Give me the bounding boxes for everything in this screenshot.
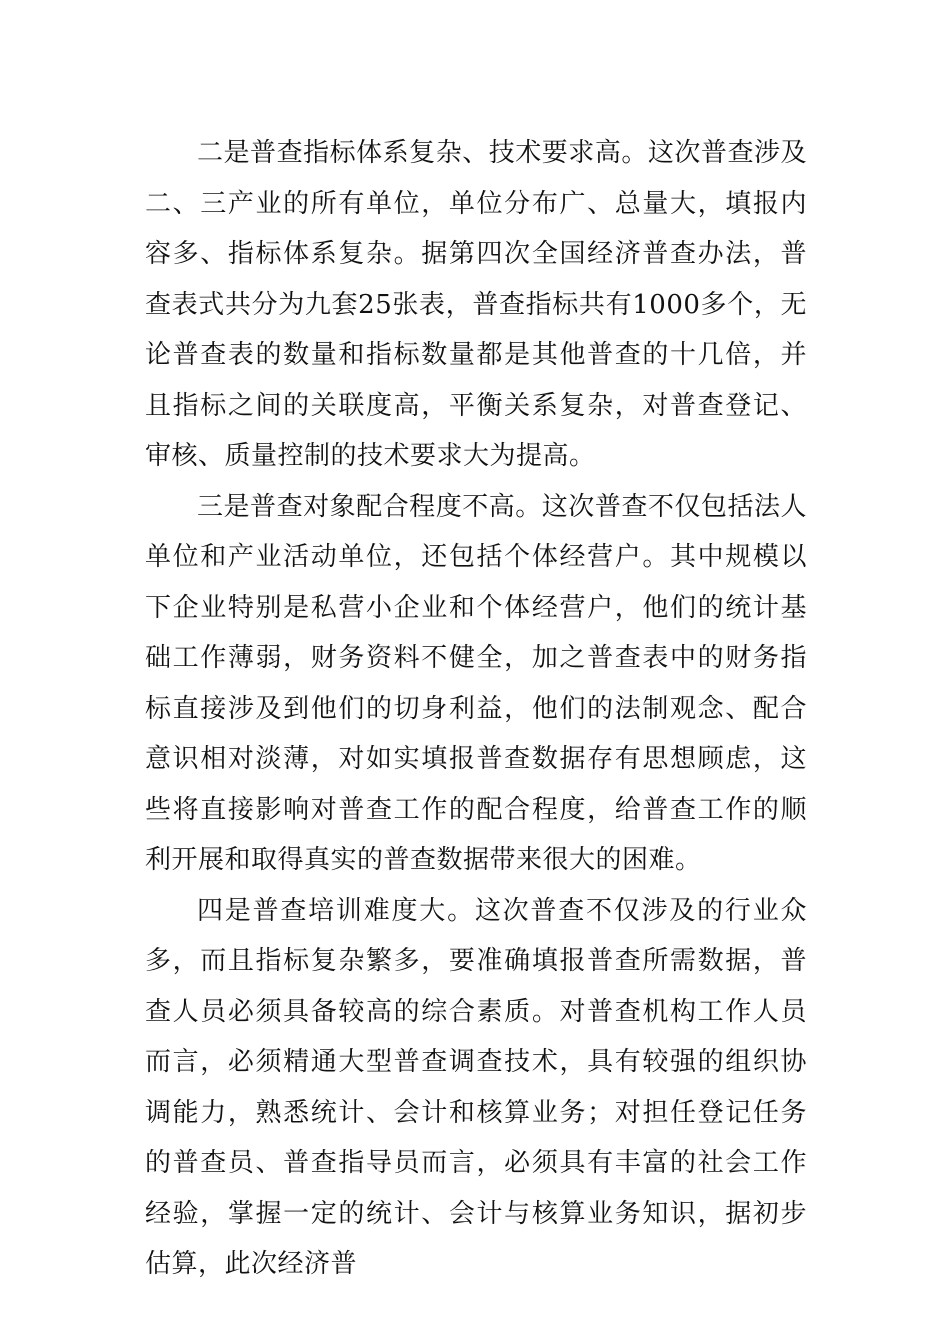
- paragraph-indicator-system: 二是普查指标体系复杂、技术要求高。这次普查涉及二、三产业的所有单位，单位分布广、总量大，填报内容多、指标体系复杂。据第四次全国经济普查办法，普查表式共分为九套25张表，普查指标共有1000多个，无论普查表的数量和指标数量都是其他普查的十几倍，并且指标之间的关联度高，平衡关系复杂，对普查登记、审核、质量控制的技术要求大为提高。: [145, 138, 807, 471]
- document-body: [145, 128, 807, 1290]
- paragraph-respondent-cooperation: 三是普查对象配合程度不高。这次普查不仅包括法人单位和产业活动单位，还包括个体经营户。其中规模以下企业特别是私营小企业和个体经营户，他们的统计基础工作薄弱，财务资料不健全，加之普查表中的财务指标直接涉及到他们的切身利益，他们的法制观念、配合意识相对淡薄，对如实填报普查数据存有思想顾虑，这些将直接影响对普查工作的配合程度，给普查工作的顺利开展和取得真实的普查数据带来很大的困难。: [145, 491, 807, 875]
- paragraph-training-difficulty: 四是普查培训难度大。这次普查不仅涉及的行业众多，而且指标复杂繁多，要准确填报普查所需数据，普查人员必须具备较高的综合素质。对普查机构工作人员而言，必须精通大型普查调查技术，具有较强的组织协调能力，熟悉统计、会计和核算业务；对担任登记任务的普查员、普查指导员而言，必须具有丰富的社会工作经验，掌握一定的统计、会计与核算业务知识，据初步估算，此次经济普: [145, 895, 807, 1279]
